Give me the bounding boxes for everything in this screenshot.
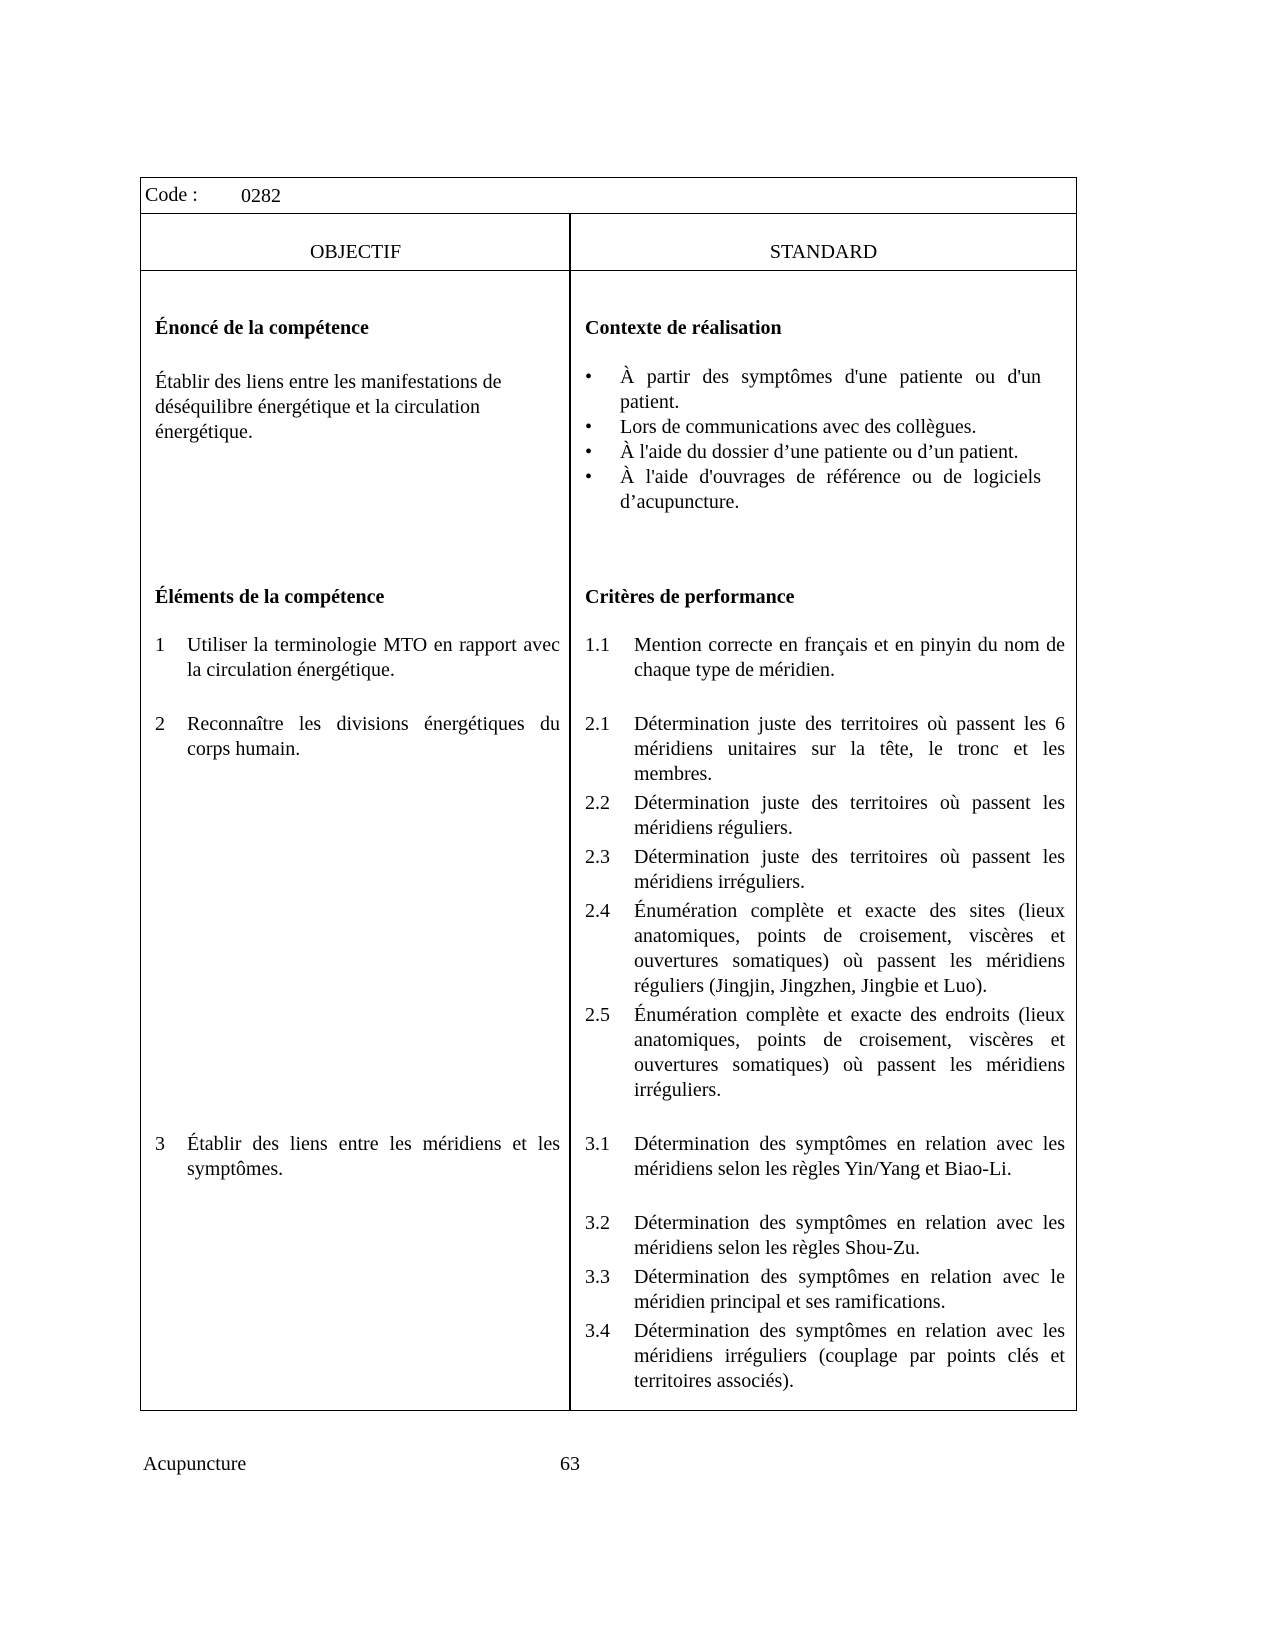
item-text: Détermination des symptômes en relation avec le méridien principal et ses ramifications. — [634, 1266, 1065, 1313]
header-standard: STANDARD — [769, 241, 878, 263]
list-item: • À partir des symptômes d'une patiente ou d'un patient. — [585, 365, 1041, 415]
item-text: Détermination juste des territoires où passent les 6 méridiens unitaires sur la tête, le tronc et les membres. — [634, 713, 1065, 785]
enonce-text: Établir des liens entre les manifestations de déséquilibre énergétique et la circulation énergétique. — [155, 371, 502, 443]
list-item: • À l'aide d'ouvrages de référence ou de logiciels d’acupuncture. — [585, 465, 1041, 515]
item-text: Mention correcte en français et en pinyin du nom de chaque type de méridien. — [634, 634, 1065, 681]
item-text: Détermination juste des territoires où passent les méridiens irréguliers. — [634, 846, 1065, 893]
item-number: 2.2 — [585, 792, 610, 814]
item-number: 3.3 — [585, 1266, 610, 1288]
item-number: 2.5 — [585, 1004, 610, 1026]
item-number: 3.4 — [585, 1320, 610, 1342]
item-number: 3.1 — [585, 1133, 610, 1155]
item-number: 2 — [155, 713, 165, 735]
item-text: Utiliser la terminologie MTO en rapport avec la circulation énergétique. — [187, 634, 560, 681]
list-item: • Lors de communications avec des collègues. — [585, 415, 1041, 440]
item-number: 2.3 — [585, 846, 610, 868]
item-number: 3 — [155, 1133, 165, 1155]
list-item: • À l'aide du dossier d’une patiente ou d’un patient. — [585, 440, 1041, 465]
enonce-heading: Énoncé de la compétence — [155, 317, 369, 339]
footer-title: Acupuncture — [143, 1453, 247, 1475]
column-divider — [569, 213, 571, 1410]
divider — [140, 213, 1076, 214]
item-number: 1 — [155, 634, 165, 656]
item-text: Détermination des symptômes en relation avec les méridiens irréguliers (couplage par points clés et territoires associés). — [634, 1320, 1065, 1392]
page-number: 63 — [560, 1453, 580, 1475]
contexte-list — [585, 365, 1041, 515]
item-text: Détermination des symptômes en relation avec les méridiens selon les règles Shou-Zu. — [634, 1212, 1065, 1259]
item-text: Énumération complète et exacte des endroits (lieux anatomiques, points de croisement, viscères et ouvertures somatiques) où passent les méridiens irréguliers. — [634, 1004, 1065, 1101]
item-text: Détermination des symptômes en relation avec les méridiens selon les règles Yin/Yang et Biao-Li. — [634, 1133, 1065, 1180]
item-number: 2.1 — [585, 713, 610, 735]
item-text: Énumération complète et exacte des sites (lieux anatomiques, points de croisement, viscères et ouvertures somatiques) où passent les méridiens réguliers (Jingjin, Jingzhen, Jingbie et Luo). — [634, 900, 1065, 997]
divider — [140, 270, 1076, 271]
item-text: Établir des liens entre les méridiens et les symptômes. — [187, 1133, 560, 1180]
elements-heading: Éléments de la compétence — [155, 586, 385, 608]
criteres-heading: Critères de performance — [585, 586, 795, 608]
item-text: Reconnaître les divisions énergétiques du corps humain. — [187, 713, 560, 760]
contexte-heading: Contexte de réalisation — [585, 317, 782, 339]
item-number: 3.2 — [585, 1212, 610, 1234]
header-objectif: OBJECTIF — [309, 241, 402, 263]
item-text: Détermination juste des territoires où passent les méridiens réguliers. — [634, 792, 1065, 839]
item-number: 1.1 — [585, 634, 610, 656]
code-value: 0282 — [241, 185, 281, 207]
item-number: 2.4 — [585, 900, 610, 922]
code-label: Code : — [145, 184, 198, 206]
